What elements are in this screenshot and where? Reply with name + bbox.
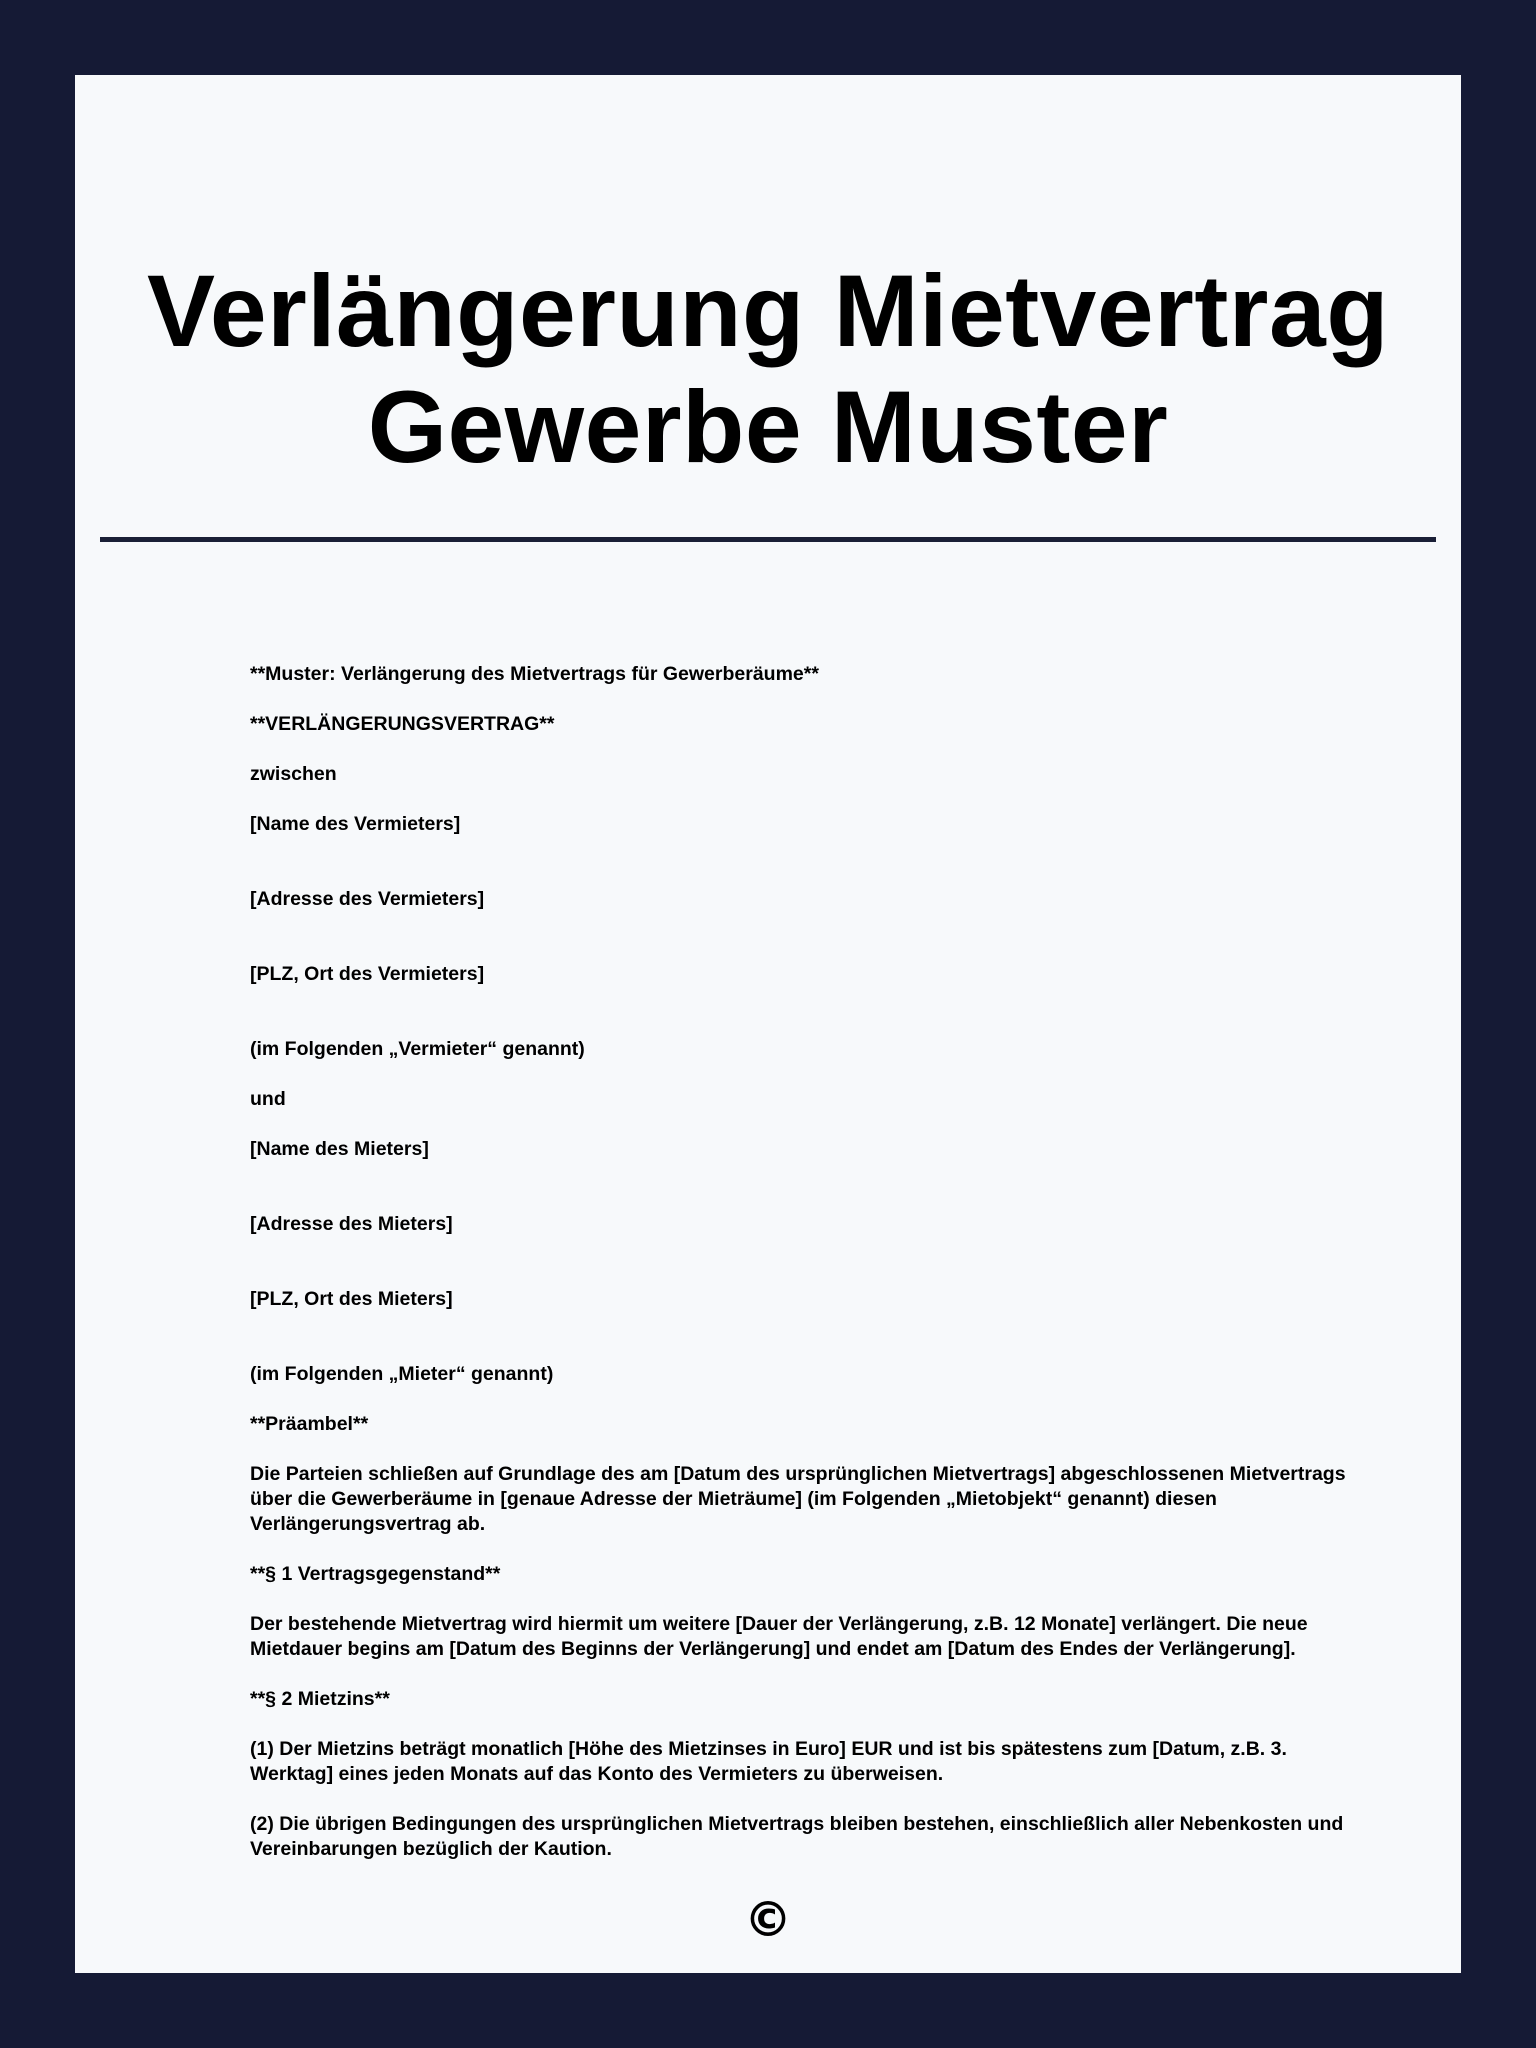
preamble-text: Die Parteien schließen auf Grundlage des am [Datum des ursprünglichen Mietvertrags] abgeschlossenen Mietvertrags über die Gewerberäume in [genaue Adresse der Mieträume] (im Folgenden „Mietobjekt“ genannt) diesen Verlängerungsvertrag ab.: [250, 1463, 1351, 1535]
landlord-address: [Adresse des Vermieters]: [250, 888, 485, 910]
landlord-name: [Name des Vermieters]: [250, 813, 461, 835]
document-title: [75, 253, 1461, 485]
section-2-clause-1: (1) Der Mietzins beträgt monatlich [Höhe des Mietzinses in Euro] EUR und ist bis spätestens zum [Datum, z.B. 3. Werktag] eines jeden Monats auf das Konto des Vermieters zu überweisen.: [250, 1738, 1293, 1785]
muster-heading: **Muster: Verlängerung des Mietvertrags für Gewerberäume**: [250, 663, 819, 685]
section-2-heading: **§ 2 Mietzins**: [250, 1688, 390, 1710]
tenant-name: [Name des Mieters]: [250, 1138, 429, 1160]
between-text: zwischen: [250, 763, 337, 785]
document-page: [75, 75, 1461, 1973]
section-2-clause-2: (2) Die übrigen Bedingungen des ursprünglichen Mietvertrags bleiben bestehen, einschließlich aller Nebenkosten und Vereinbarungen bezüglich der Kaution.: [250, 1813, 1349, 1860]
landlord-designation: (im Folgenden „Vermieter“ genannt): [250, 1038, 585, 1060]
tenant-city: [PLZ, Ort des Mieters]: [250, 1288, 453, 1310]
title-line-2: Gewerbe Muster: [367, 370, 1169, 484]
title-divider: [100, 537, 1436, 542]
preamble-heading: **Präambel**: [250, 1413, 369, 1435]
tenant-designation: (im Folgenden „Mieter“ genannt): [250, 1363, 554, 1385]
landlord-city: [PLZ, Ort des Vermieters]: [250, 963, 485, 985]
contract-heading: **VERLÄNGERUNGSVERTRAG**: [250, 713, 555, 735]
and-text: und: [250, 1088, 286, 1110]
document-body: [250, 662, 1360, 1862]
section-1-text: Der bestehende Mietvertrag wird hiermit um weitere [Dauer der Verlängerung, z.B. 12 Monate] verlängert. Die neue Mietdauer begins am [Datum des Beginns der Verlängerung] und endet am [Datum des Endes der Verlängerung].: [250, 1613, 1314, 1660]
section-1-heading: **§ 1 Vertragsgegenstand**: [250, 1563, 501, 1585]
tenant-address: [Adresse des Mieters]: [250, 1213, 453, 1235]
title-line-1: Verlängerung Mietvertrag: [146, 254, 1390, 368]
copyright-icon: ©: [744, 1892, 792, 1948]
